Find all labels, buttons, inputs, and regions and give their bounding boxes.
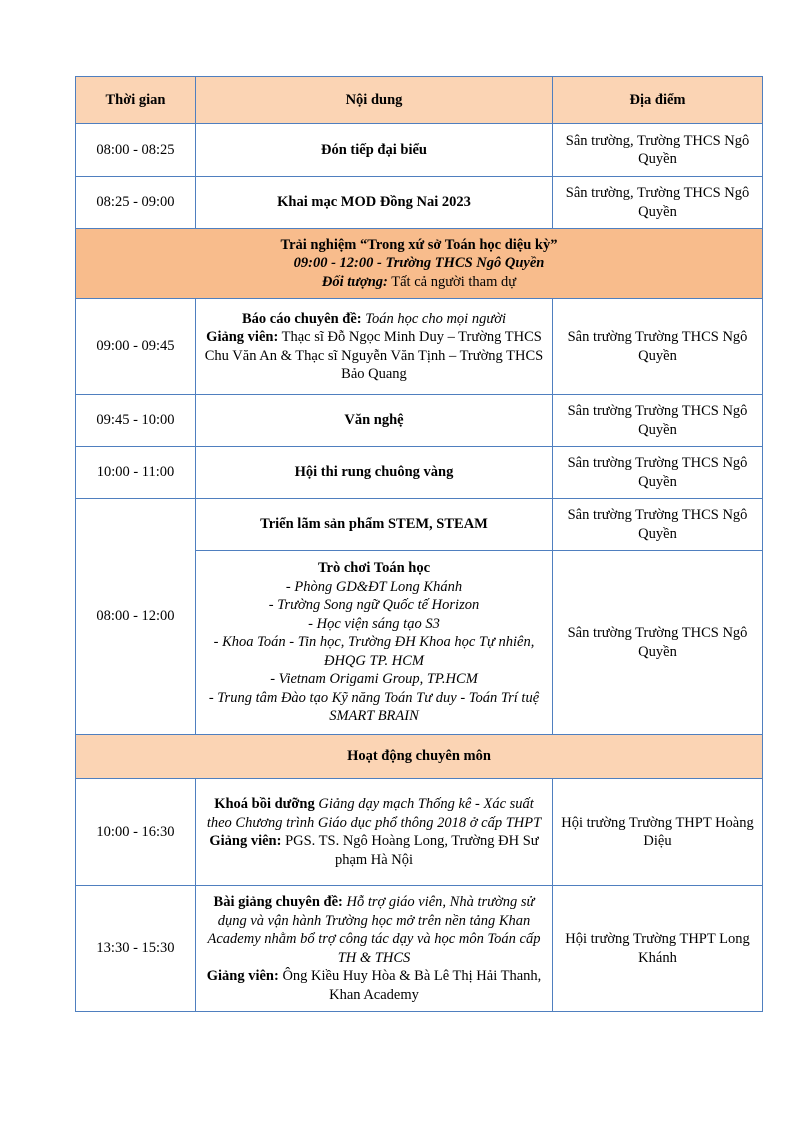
list-item: - Trung tâm Đào tạo Kỹ năng Toán Tư duy - Toán Trí tuệ SMART BRAIN (208, 689, 540, 725)
section-audience (82, 273, 756, 292)
section-header-experience (76, 229, 763, 299)
table-row (76, 886, 763, 1012)
table-row (76, 395, 763, 447)
lecture-label: Bài giảng chuyên đề: (213, 894, 343, 910)
location-cell: Sân trường Trường THCS Ngô Quyền (553, 395, 763, 447)
location-cell: Sân trường Trường THCS Ngô Quyền (553, 447, 763, 499)
report-topic: Toán học cho mọi người (361, 310, 507, 327)
content-cell (196, 299, 553, 395)
list-item: - Học viện sáng tạo S3 (308, 615, 440, 632)
time-cell: 13:30 - 15:30 (76, 886, 196, 1012)
content-cell: Đón tiếp đại biểu (196, 124, 553, 177)
section-header-professional (76, 735, 763, 779)
location-cell: Hội trường Trường THPT Hoàng Diệu (553, 779, 763, 886)
header-content: Nội dung (196, 77, 553, 124)
time-cell: 08:25 - 09:00 (76, 177, 196, 229)
lecturer-value: PGS. TS. Ngô Hoàng Long, Trường ĐH Sư phạm Hà Nội (281, 833, 539, 868)
course-topic: Giảng dạy mạch Thống kê - Xác suất theo Chương trình Giáo dục phổ thông 2018 ở cấp THPT (206, 796, 542, 831)
lecturer-value: Ông Kiều Huy Hòa & Bà Lê Thị Hải Thanh, Khan Academy (278, 968, 542, 1003)
games-title: Trò chơi Toán học (317, 560, 431, 577)
location-cell: Hội trường Trường THPT Long Khánh (553, 886, 763, 1012)
list-item: - Phòng GD&ĐT Long Khánh (285, 578, 463, 595)
location-cell: Sân trường Trường THCS Ngô Quyền (553, 551, 763, 735)
content-cell (196, 886, 553, 1012)
content-cell (196, 779, 553, 886)
schedule-table (75, 76, 763, 1012)
header-time: Thời gian (76, 77, 196, 124)
header-location: Địa điểm (553, 77, 763, 124)
time-cell: 09:00 - 09:45 (76, 299, 196, 395)
table-row (76, 447, 763, 499)
time-cell: 10:00 - 16:30 (76, 779, 196, 886)
location-cell: Sân trường, Trường THCS Ngô Quyền (553, 177, 763, 229)
list-item: - Khoa Toán - Tin học, Trường ĐH Khoa học Tự nhiên, ĐHQG TP. HCM (213, 634, 535, 669)
content-cell: Hội thi rung chuông vàng (196, 447, 553, 499)
lecturer-value: Thạc sĩ Đỗ Ngọc Minh Duy – Trường THCS Chu Văn An & Thạc sĩ Nguyễn Văn Tịnh – Trường THCS Bảo Quang (204, 329, 544, 382)
audience-label: Đối tượng: (321, 273, 388, 290)
lecturer-label: Giảng viên: (209, 833, 282, 849)
table-row (76, 177, 763, 229)
time-cell: 09:45 - 10:00 (76, 395, 196, 447)
location-cell: Sân trường Trường THCS Ngô Quyền (553, 299, 763, 395)
lecturer-label: Giảng viên: (206, 329, 279, 345)
table-row (76, 779, 763, 886)
table-row (76, 499, 763, 551)
lecturer-label: Giảng viên: (206, 968, 279, 984)
lecture-topic: Hỗ trợ giáo viên, Nhà trường sử dụng và vận hành Trường học mở trên nền tảng Khan Academy nhằm bổ trợ công tác dạy và học môn Toán cấp TH & THCS (207, 894, 541, 966)
location-cell: Sân trường Trường THCS Ngô Quyền (553, 499, 763, 551)
content-cell (196, 551, 553, 735)
table-row (76, 299, 763, 395)
section-subtitle: 09:00 - 12:00 - Trường THCS Ngô Quyền (293, 255, 545, 272)
course-label: Khoá bồi dưỡng (214, 796, 315, 812)
content-cell: Triển lãm sản phẩm STEM, STEAM (196, 499, 553, 551)
report-label: Báo cáo chuyên đề: (241, 310, 362, 327)
time-cell: 08:00 - 12:00 (76, 499, 196, 735)
list-item: - Trường Song ngữ Quốc tế Horizon (268, 597, 480, 614)
table-row (76, 124, 763, 177)
section-title: Trải nghiệm “Trong xứ sở Toán học diệu kỳ” (280, 236, 558, 253)
header-row (76, 77, 763, 124)
content-cell: Khai mạc MOD Đồng Nai 2023 (196, 177, 553, 229)
list-item: - Vietnam Origami Group, TP.HCM (270, 671, 478, 688)
content-cell: Văn nghệ (196, 395, 553, 447)
audience-value: Tất cả người tham dự (387, 273, 517, 290)
time-cell: 08:00 - 08:25 (76, 124, 196, 177)
time-cell: 10:00 - 11:00 (76, 447, 196, 499)
section-title: Hoạt động chuyên môn (76, 735, 763, 779)
location-cell: Sân trường, Trường THCS Ngô Quyền (553, 124, 763, 177)
section-cell (76, 229, 763, 299)
